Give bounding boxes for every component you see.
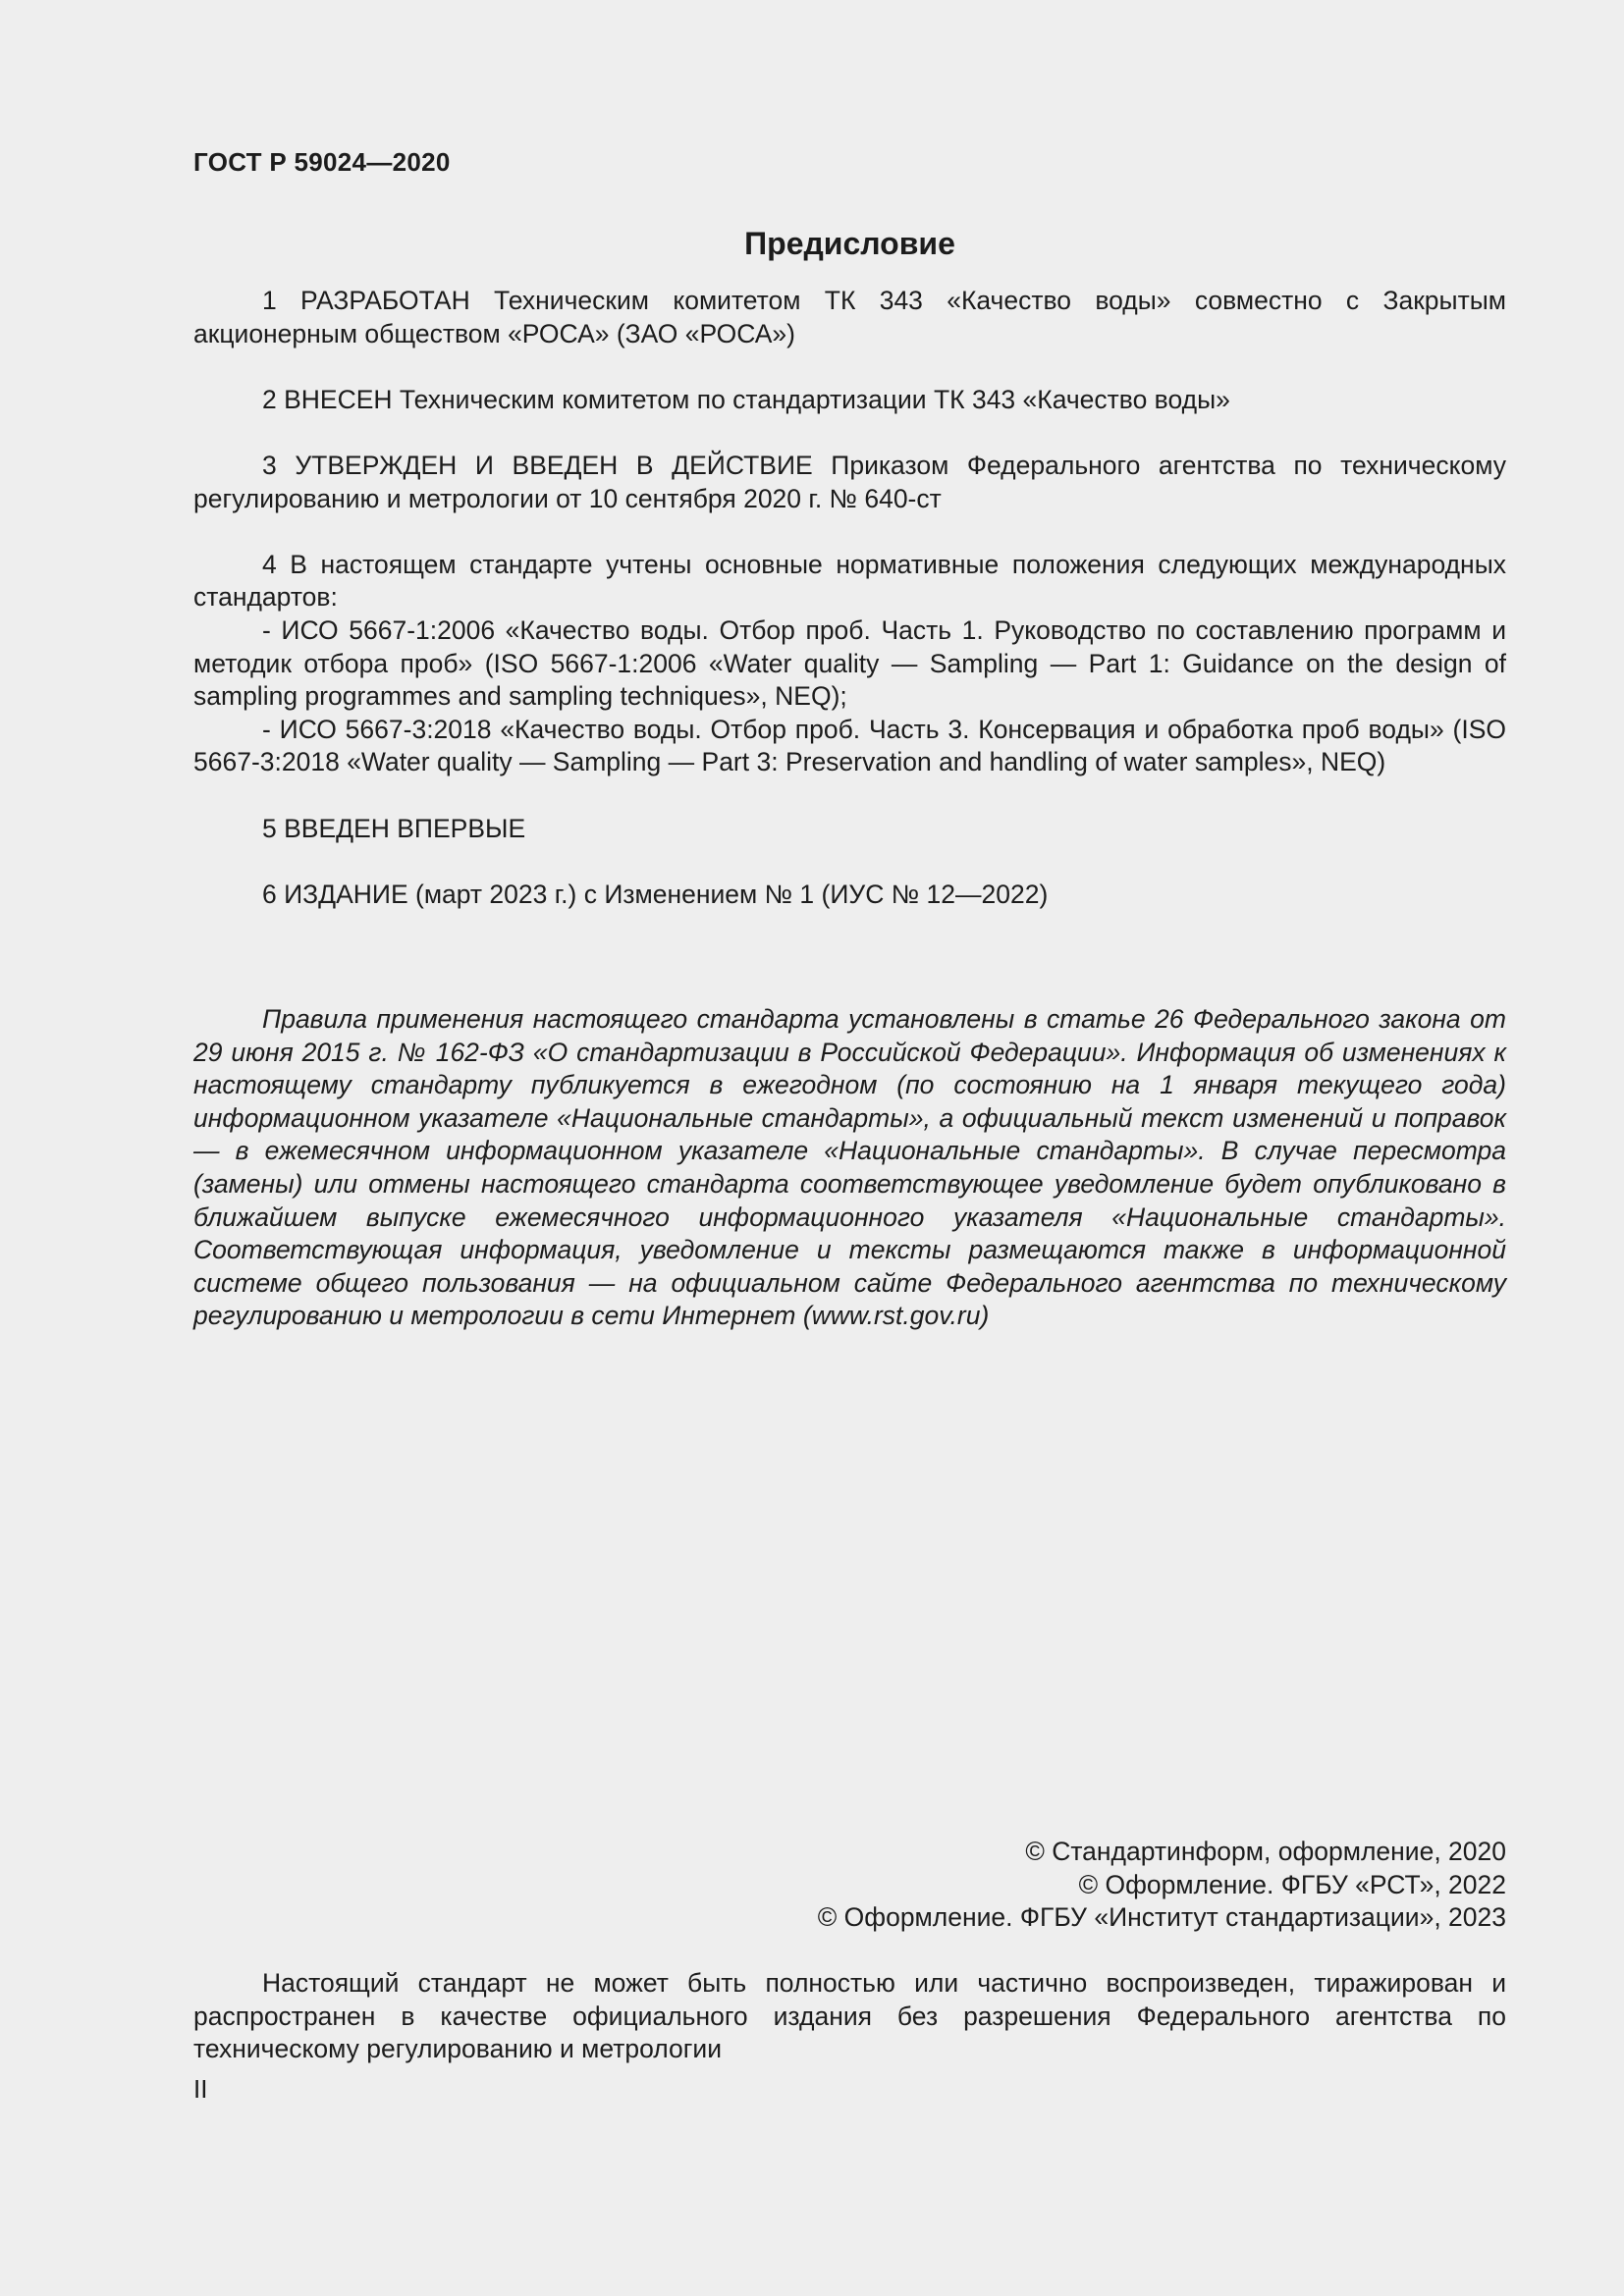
list-item-iso-5667-1: - ИСО 5667-1:2006 «Качество воды. Отбор проб. Часть 1. Руководство по составлению программ и методик отбора проб» (ISO 5667-1:2006 «Water quality — Sampling — Part 1: Guidance on the design of sampling programmes and sampling techniques», NEQ);: [193, 614, 1506, 712]
paragraph-edition: 6 ИЗДАНИЕ (март 2023 г.) с Изменением № 1 (ИУС № 12—2022): [262, 879, 1049, 909]
page-number: II: [193, 2074, 208, 2104]
copyright-line: © Стандартинформ, оформление, 2020: [1025, 1837, 1506, 1866]
copyright-line: © Оформление. ФГБУ «Институт стандартизации», 2023: [817, 1902, 1506, 1933]
application-rules-note: Правила применения настоящего стандарта установлены в статье 26 Федерального закона от 29 июня 2015 г. № 162-ФЗ «О стандартизации в Российской Федерации». Информация об изменениях к настоящему стандарту публикуется в ежегодном (по состоянию на 1 января текущего года) информационном указателе «Национальные стандарты», а официальный текст изменений и поправок — в ежемесячном информационном указателе «Национальные стандарты». В случае пересмотра (замены) или отмены настоящего стандарта соответствующее уведомление будет опубликовано в ближайшем выпуске ежемесячного информационного указателя «Национальные стандарты». Соответствующая информация, уведомление и тексты размещаются также в информационной системе общего пользования — на официальном сайте Федерального агентства по техническому регулированию и метрологии в сети Интернет (www.rst.gov.ru): [193, 1004, 1506, 1331]
section-title: Предисловие: [744, 226, 955, 261]
paragraph-international-standards: 4 В настоящем стандарте учтены основные нормативные положения следующих международных стандартов:: [193, 549, 1506, 613]
copyright-block: [818, 1836, 1506, 1935]
copyright-line: © Оформление. ФГБУ «РСТ», 2022: [1078, 1869, 1506, 1899]
paragraph-approved: 3 УТВЕРЖДЕН И ВВЕДЕН В ДЕЙСТВИЕ Приказом Федерального агентства по техническому регулированию и метрологии от 10 сентября 2020 г. № 640-ст: [193, 450, 1506, 513]
paragraph-introduced: 2 ВНЕСЕН Техническим комитетом по стандартизации ТК 343 «Качество воды»: [262, 384, 1230, 414]
reproduction-notice: Настоящий стандарт не может быть полностью или частично воспроизведен, тиражирован и распространен в качестве официального издания без разрешения Федерального агентства по техническому регулированию и метрологии: [193, 1968, 1506, 2064]
paragraph-first-introduced: 5 ВВЕДЕН ВПЕРВЫЕ: [262, 813, 526, 843]
document-code: ГОСТ Р 59024—2020: [193, 147, 451, 177]
paragraph-developed: 1 РАЗРАБОТАН Техническим комитетом ТК 343 «Качество воды» совместно с Закрытым акционерным обществом «РОСА» (ЗАО «РОСА»): [193, 286, 1506, 348]
foreword-body: [193, 285, 1506, 911]
document-page: [193, 0, 1506, 2296]
list-item-iso-5667-3: - ИСО 5667-3:2018 «Качество воды. Отбор проб. Часть 3. Консервация и обработка проб воды» (ISO 5667-3:2018 «Water quality — Sampling — Part 3: Preservation and handling of water samples», NEQ): [193, 714, 1506, 777]
